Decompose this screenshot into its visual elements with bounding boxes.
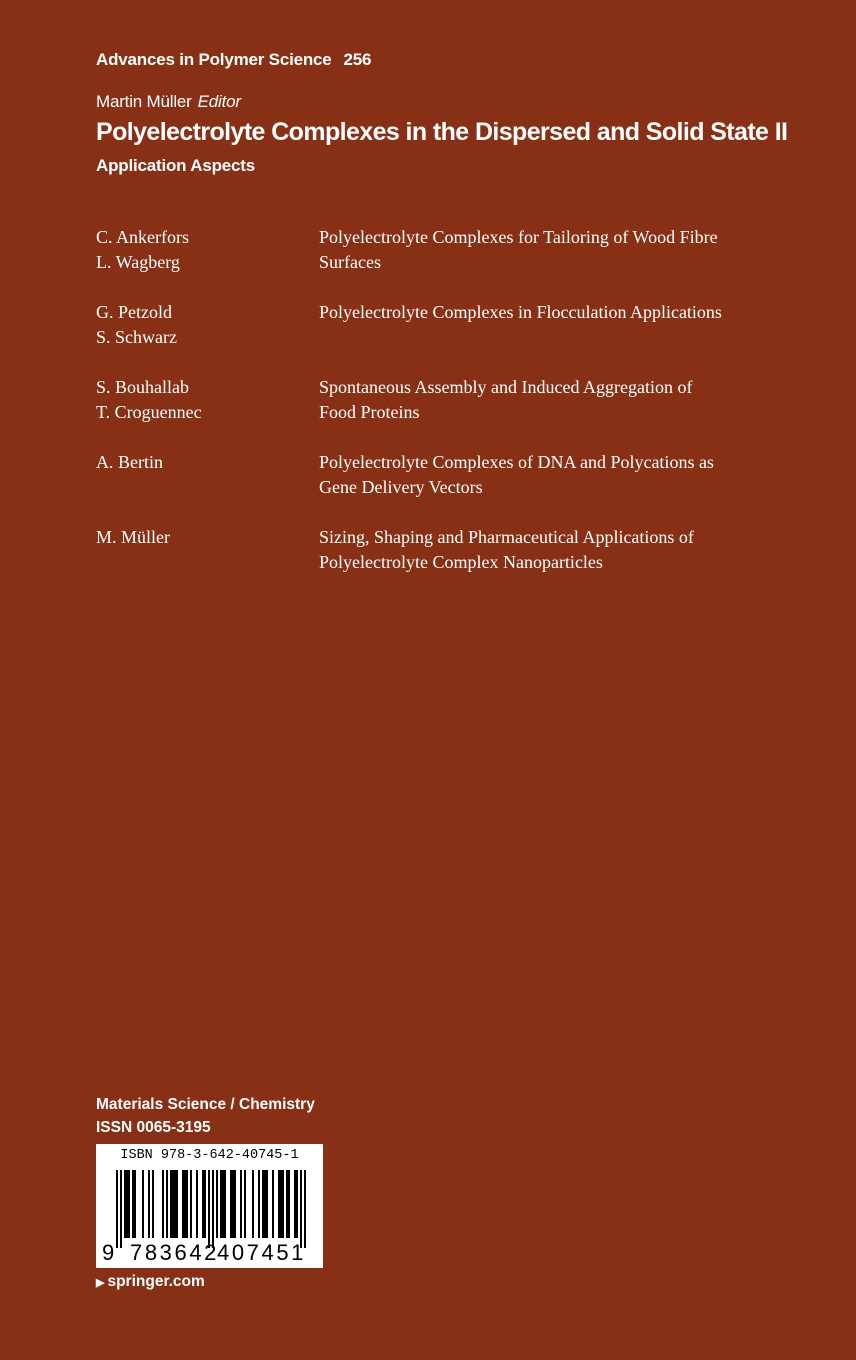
entry-authors <box>96 525 319 575</box>
entry-authors <box>96 450 319 500</box>
barcode-bar <box>278 1170 280 1238</box>
contents-entry <box>96 375 796 425</box>
editor-line <box>96 92 241 112</box>
barcode-bar <box>202 1170 204 1238</box>
entry-title-line: Polyelectrolyte Complexes of DNA and Polycations as <box>319 452 714 472</box>
barcode-bar <box>220 1170 222 1238</box>
barcode-bar <box>120 1170 122 1248</box>
entry-title <box>319 300 789 350</box>
entry-title <box>319 375 789 425</box>
barcode-bar <box>272 1170 274 1238</box>
barcode-bar <box>262 1170 264 1238</box>
entry-title-line: Polyelectrolyte Complex Nanoparticles <box>319 552 603 572</box>
barcode-bar <box>176 1170 178 1238</box>
contents-entry <box>96 525 796 575</box>
barcode-bar <box>244 1170 246 1238</box>
barcode-bar <box>162 1170 164 1238</box>
ean-digits-left: 783642 <box>130 1240 220 1265</box>
book-subtitle: Application Aspects <box>96 156 255 175</box>
barcode <box>96 1144 323 1268</box>
barcode-bar <box>128 1170 130 1238</box>
publisher-url[interactable]: springer.com <box>107 1273 205 1290</box>
isbn-text: ISBN 978-3-642-40745-1 <box>120 1148 299 1163</box>
issn: ISSN 0065-3195 <box>96 1119 211 1136</box>
barcode-bar <box>190 1170 192 1238</box>
barcode-bar <box>148 1170 150 1238</box>
author: C. Ankerfors <box>96 227 189 247</box>
barcode-bar <box>142 1170 144 1238</box>
barcode-bar <box>296 1170 298 1238</box>
author: T. Croguennec <box>96 402 202 422</box>
author: S. Bouhallab <box>96 377 189 397</box>
barcode-bar <box>282 1170 284 1238</box>
barcode-bar <box>286 1170 288 1238</box>
barcode-bar <box>166 1170 168 1238</box>
barcode-bar <box>196 1170 198 1238</box>
barcode-bar <box>124 1170 126 1238</box>
subject-category: Materials Science / Chemistry <box>96 1096 315 1113</box>
barcode-bar <box>212 1170 214 1248</box>
barcode-bar <box>222 1170 224 1238</box>
barcode-bar <box>300 1170 302 1248</box>
book-title: Polyelectrolyte Complexes in the Dispersed and Solid State II <box>96 118 788 146</box>
ean-digit-first: 9 <box>102 1240 115 1265</box>
barcode-bar <box>224 1170 226 1238</box>
entry-title-line: Food Proteins <box>319 402 420 422</box>
series-line <box>96 50 371 70</box>
barcode-bar <box>230 1170 232 1238</box>
entry-title <box>319 525 789 575</box>
barcode-bar <box>208 1170 210 1248</box>
entry-title-line: Surfaces <box>319 252 381 272</box>
entry-title-line: Polyelectrolyte Complexes for Tailoring of Wood Fibre <box>319 227 718 247</box>
series-name: Advances in Polymer Science <box>96 50 332 69</box>
editor-name: Martin Müller <box>96 92 192 111</box>
entry-authors <box>96 300 319 350</box>
entry-title-line: Sizing, Shaping and Pharmaceutical Applications of <box>319 527 694 547</box>
barcode-bar <box>172 1170 174 1238</box>
barcode-bar <box>116 1170 118 1248</box>
barcode-bar <box>264 1170 266 1238</box>
publisher <box>96 1273 205 1291</box>
series-volume: 256 <box>343 50 372 69</box>
entry-title-line: Polyelectrolyte Complexes in Flocculation Applications <box>319 302 722 322</box>
entry-title-line: Gene Delivery Vectors <box>319 477 483 497</box>
entry-title <box>319 225 789 275</box>
contents-entry <box>96 450 796 500</box>
barcode-bar <box>170 1170 172 1238</box>
barcode-bar <box>182 1170 184 1238</box>
entry-title <box>319 450 789 500</box>
barcode-bar <box>252 1170 254 1238</box>
author: S. Schwarz <box>96 327 177 347</box>
barcode-bar <box>288 1170 290 1238</box>
arrow-icon: ▶ <box>96 1277 105 1289</box>
barcode-bar <box>294 1170 296 1238</box>
entry-title-line: Spontaneous Assembly and Induced Aggregation of <box>319 377 693 397</box>
subject-block <box>96 1093 315 1139</box>
editor-role: Editor <box>197 92 241 111</box>
author: M. Müller <box>96 527 170 547</box>
barcode-bar <box>184 1170 186 1238</box>
barcode-bar <box>266 1170 268 1238</box>
barcode-bar <box>132 1170 134 1238</box>
barcode-bar <box>304 1170 306 1248</box>
author: L. Wagberg <box>96 252 180 272</box>
contents-list <box>96 225 796 600</box>
barcode-bar <box>232 1170 234 1238</box>
barcode-bar <box>216 1170 218 1238</box>
author: A. Bertin <box>96 452 163 472</box>
barcode-bar <box>186 1170 188 1238</box>
barcode-bar <box>152 1170 154 1238</box>
entry-authors <box>96 375 319 425</box>
entry-authors <box>96 225 319 275</box>
barcode-bar <box>258 1170 260 1238</box>
barcode-bar <box>280 1170 282 1238</box>
barcode-bar <box>134 1170 136 1238</box>
contents-entry <box>96 225 796 275</box>
barcode-bar <box>204 1170 206 1238</box>
author: G. Petzold <box>96 302 172 322</box>
barcode-bar <box>174 1170 176 1238</box>
ean-digits-right: 407451 <box>217 1240 307 1265</box>
barcode-bar <box>240 1170 242 1238</box>
barcode-bar <box>234 1170 236 1238</box>
contents-entry <box>96 300 796 350</box>
barcode-bar <box>126 1170 128 1238</box>
